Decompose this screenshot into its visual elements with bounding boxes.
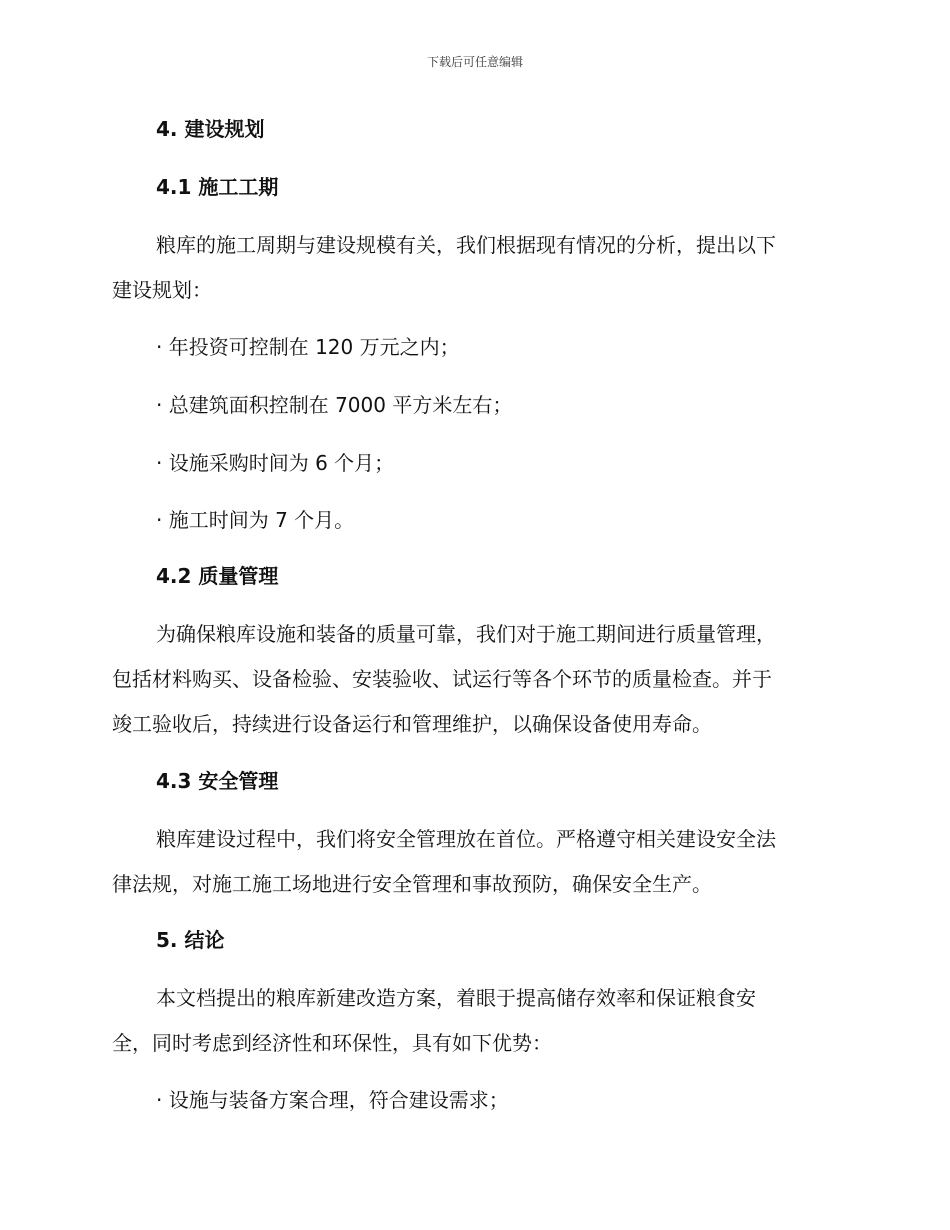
page-header: 下载后可任意编辑 <box>426 55 523 69</box>
section-4-3-paragraph-line-1: 粮库建设过程中，我们将安全管理放在首位。严格遵守相关建设安全法 <box>156 827 776 851</box>
bullet-item: · 设施与装备方案合理，符合建设需求； <box>156 1088 509 1112</box>
section-4-2-paragraph-line-3: 竣工验收后，持续进行设备运行和管理维护，以确保设备使用寿命。 <box>112 712 712 736</box>
section-4-1-heading: 4.1 施工工期 <box>156 175 279 199</box>
bullet-item: · 总建筑面积控制在 7000 平方米左右； <box>156 393 513 417</box>
section-4-2-paragraph-line-1: 为确保粮库设施和装备的质量可靠，我们对于施工期间进行质量管理， <box>156 622 776 646</box>
section-4-2-paragraph-line-2: 包括材料购买、设备检验、安装验收、试运行等各个环节的质量检查。并于 <box>112 667 772 691</box>
bullet-item: · 设施采购时间为 6 个月； <box>156 451 395 475</box>
section-4-2-heading: 4.2 质量管理 <box>156 564 279 588</box>
section-4-3-heading: 4.3 安全管理 <box>156 769 279 793</box>
section-5-paragraph-line-1: 本文档提出的粮库新建改造方案，着眼于提高储存效率和保证粮食安 <box>156 986 756 1010</box>
section-5-heading: 5. 结论 <box>156 928 225 952</box>
section-4-3-paragraph-line-2: 律法规，对施工施工场地进行安全管理和事故预防，确保安全生产。 <box>112 872 712 896</box>
section-4-1-paragraph-line-1: 粮库的施工周期与建设规模有关，我们根据现有情况的分析，提出以下 <box>156 233 776 257</box>
bullet-item: · 年投资可控制在 120 万元之内； <box>156 335 460 359</box>
section-5-paragraph-line-2: 全，同时考虑到经济性和环保性，具有如下优势： <box>112 1031 552 1055</box>
bullet-item: · 施工时间为 7 个月。 <box>156 508 355 532</box>
section-4-1-paragraph-line-2: 建设规划： <box>112 278 212 302</box>
section-4-heading: 4. 建设规划 <box>156 117 265 141</box>
